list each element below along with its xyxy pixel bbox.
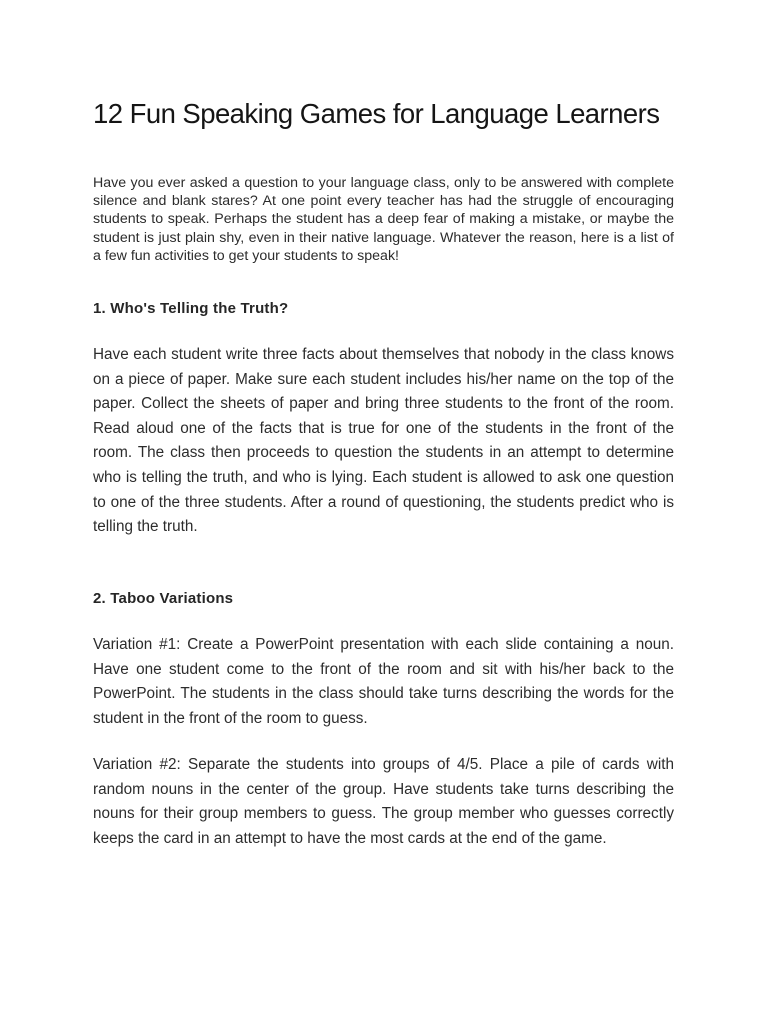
document-title: 12 Fun Speaking Games for Language Learners [93, 98, 660, 129]
variation-1-paragraph: Variation #1: Create a PowerPoint presentation with each slide containing a noun. Have one student come to the front of the room and sit with his/her back to the PowerPoint. The students in the class should take turns describing the words for the student in the front of the room to guess. [93, 636, 674, 727]
section-heading-whos-telling-the-truth: 1. Who's Telling the Truth? [93, 300, 289, 317]
section-heading-taboo-variations: 2. Taboo Variations [93, 590, 234, 607]
intro-paragraph: Have you ever asked a question to your language class, only to be answered with complete silence and blank stares? At one point every teacher has had the struggle of encouraging students to speak. Perhaps the student has a deep fear of making a mistake, or maybe the student is just plain shy, even in their native language. Whatever the reason, here is a list of a few fun activities to get your students to speak! [93, 175, 674, 264]
section-paragraph: Have each student write three facts about themselves that nobody in the class knows on a piece of paper. Make sure each student includes his/her name on the top of the paper. Collect the sheets of paper and bring three students to the front of the room. Read aloud one of the facts that is true for one of the students in the front of the room. The class then proceeds to question the students in an attempt to determine who is telling the truth, and who is lying. Each student is allowed to ask one question to one of the three students. After a round of questioning, the students predict who is telling the truth. [93, 346, 674, 536]
variation-2-paragraph: Variation #2: Separate the students into groups of 4/5. Place a pile of cards with random nouns in the center of the group. Have students take turns describing the nouns for their group members to guess. The group member who guesses correctly keeps the card in an attempt to have the most cards at the end of the game. [93, 756, 674, 847]
